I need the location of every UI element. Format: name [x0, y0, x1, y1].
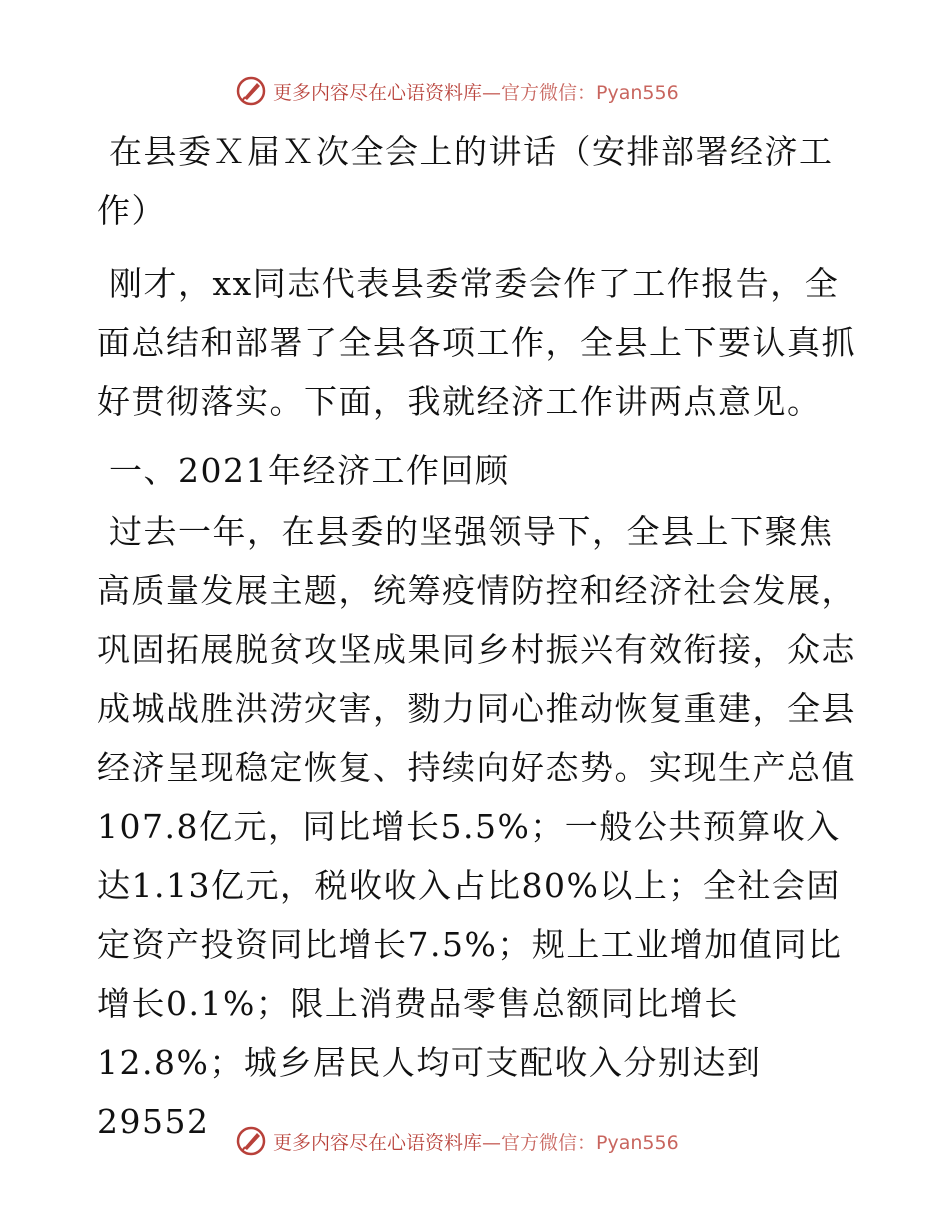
- watermark-main-text: 更多内容尽在心语资料库: [273, 1131, 483, 1154]
- document-title: 在县委Ｘ届Ｘ次全会上的讲话（安排部署经济工作）: [97, 132, 834, 230]
- watermark-header: [235, 74, 755, 108]
- body-paragraph: 过去一年，在县委的坚强领导下，全县上下聚焦高质量发展主题，统筹疫情防控和经济社会发展，巩固拓展脱贫攻坚成果同乡村振兴有效衔接，众志成城战胜洪涝灾害，勠力同心推动恢复重建，全县经济呈现稳定恢复、持续向好态势。实现生产总值107.8亿元，同比增长5.5%；一般公共预算收入达1.13亿元，税收收入占比80%以上；全社会固定资产投资同比增长7.5%；规上工业增加值同比增长0.1%；限上消费品零售总额同比增长12.8%；城乡居民人均可支配收入分别达到29552: [97, 512, 856, 1141]
- quill-pen-icon: [235, 1125, 267, 1157]
- watermark-footer: [235, 1124, 755, 1158]
- intro-paragraph: 刚才，xx同志代表县委常委会作了工作报告，全面总结和部署了全县各项工作，全县上下要认真抓好贯彻落实。下面，我就经济工作讲两点意见。: [97, 264, 856, 421]
- watermark-main-text: 更多内容尽在心语资料库: [273, 81, 483, 104]
- watermark-contact-text: —官方微信：Pyan556: [482, 1131, 679, 1154]
- document-content: [97, 122, 857, 1151]
- watermark-contact-text: —官方微信：Pyan556: [482, 81, 679, 104]
- section-heading: 一、2021年经济工作回顾: [109, 451, 510, 490]
- quill-pen-icon: [235, 75, 267, 107]
